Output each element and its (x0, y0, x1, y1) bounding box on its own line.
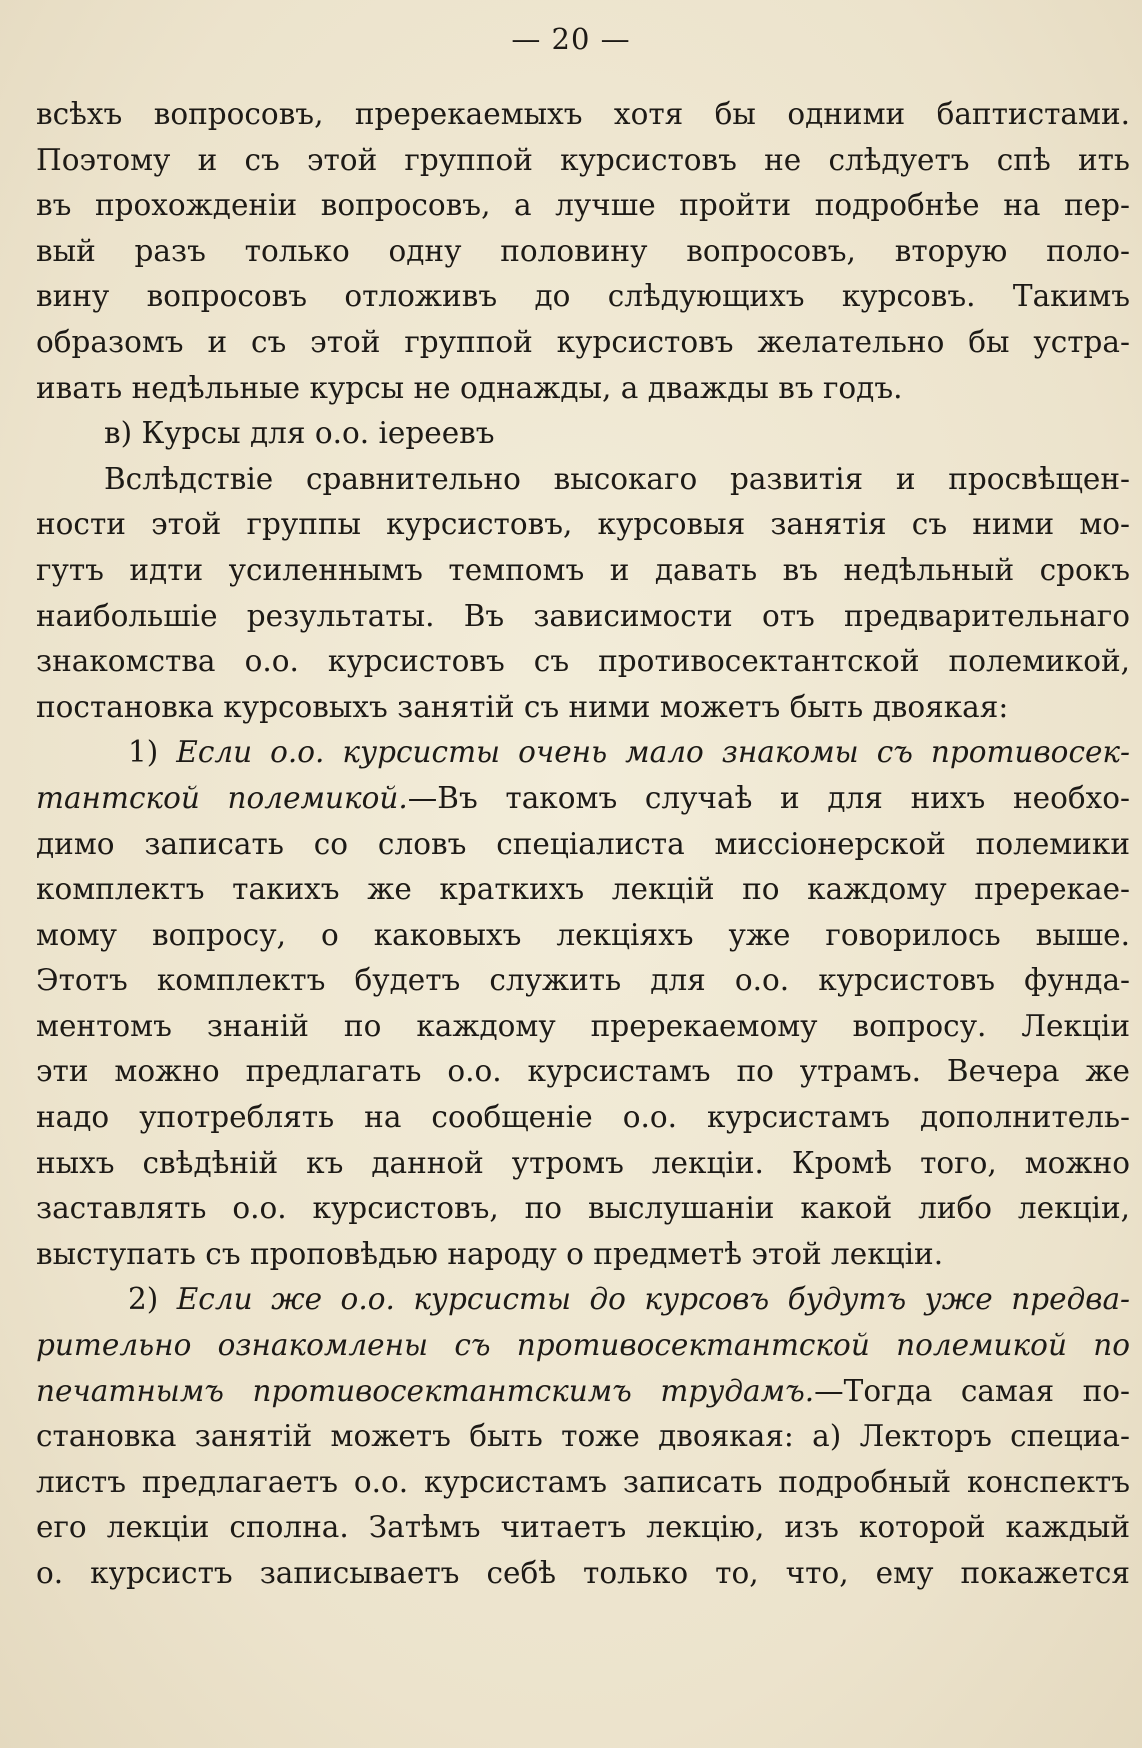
text-line (36, 776, 1130, 822)
text-line: въ прохожденіи вопросовъ, а лучше пройти подробнѣе на пер- (36, 188, 1130, 223)
text-continuation: —Въ такомъ случаѣ и для нихъ необхо- (407, 780, 1130, 815)
text-line: комплектъ такихъ же краткихъ лекцій по каждому пререкае- (36, 872, 1130, 907)
text-line: вину вопросовъ отложивъ до слѣдующихъ курсовъ. Такимъ (36, 279, 1130, 314)
text-line: становка занятій можетъ быть тоже двоякая: а) Лекторъ специа- (36, 1419, 1130, 1454)
text-line: вый разъ только одну половину вопросовъ, вторую поло- (36, 233, 1130, 268)
text-line: его лекціи сполна. Затѣмъ читаетъ лекцію, изъ которой каждый (36, 1510, 1130, 1545)
text-line: выступать съ проповѣдью народу о предметѣ этой лекціи. (36, 1236, 944, 1271)
text-line: гутъ идти усиленнымъ темпомъ и давать въ недѣльный срокъ (36, 552, 1130, 587)
text-line (36, 730, 1130, 776)
italic-heading: Если о.о. курсисты очень мало знакомы съ противосек- (176, 735, 1130, 770)
text-line: димо записать со словъ спеціалиста миссіонерской полемики (36, 826, 1130, 861)
text-line (36, 1277, 1130, 1323)
text-line: Вслѣдствіе сравнительно высокаго развитія и просвѣщен- (104, 461, 1130, 496)
italic-heading: печатнымъ противосектантскимъ трудамъ. (36, 1373, 815, 1408)
text-line: всѣхъ вопросовъ, пререкаемыхъ хотя бы одними баптистами. (36, 97, 1130, 131)
text-line: наибольшіе результаты. Въ зависимости отъ предварительнаго (36, 598, 1130, 633)
italic-heading: тантской полемикой. (36, 780, 408, 815)
text-line: ныхъ свѣдѣній къ данной утромъ лекціи. Кромѣ того, можно (36, 1145, 1130, 1180)
text-line (36, 1369, 1130, 1415)
text-line: знакомства о.о. курсистовъ съ противосектантской полемикой, (36, 644, 1130, 679)
text-line: Этотъ комплектъ будетъ служить для о.о. курсистовъ фунда- (36, 963, 1130, 998)
italic-heading: Если же о.о. курсисты до курсовъ будутъ уже предва- (176, 1282, 1130, 1317)
text-line: ментомъ знаній по каждому пререкаемому вопросу. Лекціи (36, 1008, 1130, 1043)
item-number: 2) (128, 1282, 177, 1317)
text-line: листъ предлагаетъ о.о. курсистамъ записать подробный конспектъ (36, 1464, 1130, 1499)
page-text (36, 92, 1130, 1597)
text-continuation: —Тогда самая по- (814, 1373, 1130, 1408)
text-line: ности этой группы курсистовъ, курсовыя занятія съ ними мо- (36, 507, 1130, 542)
text-line: эти можно предлагать о.о. курсистамъ по утрамъ. Вечера же (36, 1054, 1130, 1089)
text-line (36, 1323, 1130, 1369)
text-line: ивать недѣльные курсы не однажды, а дважды въ годъ. (36, 370, 903, 405)
text-line: Поэтому и съ этой группой курсистовъ не слѣдуетъ спѣ ить (36, 142, 1130, 177)
page-number: — 20 — (511, 22, 631, 56)
text-line: заставлять о.о. курсистовъ, по выслушаніи какой либо лекціи, (36, 1191, 1130, 1226)
text-line: в) Курсы для о.о. іереевъ (104, 416, 495, 451)
text-line: мому вопросу, о каковыхъ лекціяхъ уже говорилось выше. (36, 917, 1130, 952)
text-line: образомъ и съ этой группой курсистовъ желательно бы устра- (36, 324, 1130, 359)
italic-heading: рительно ознакомлены съ противосектантской полемикой по (36, 1328, 1130, 1363)
text-line: о. курсистъ записываетъ себѣ только то, что, ему покажется (36, 1556, 1130, 1590)
text-line: надо употреблять на сообщеніе о.о. курсистамъ дополнитель- (36, 1100, 1130, 1135)
text-line: постановка курсовыхъ занятій съ ними можетъ быть двоякая: (36, 689, 1009, 724)
item-number: 1) (128, 735, 177, 770)
